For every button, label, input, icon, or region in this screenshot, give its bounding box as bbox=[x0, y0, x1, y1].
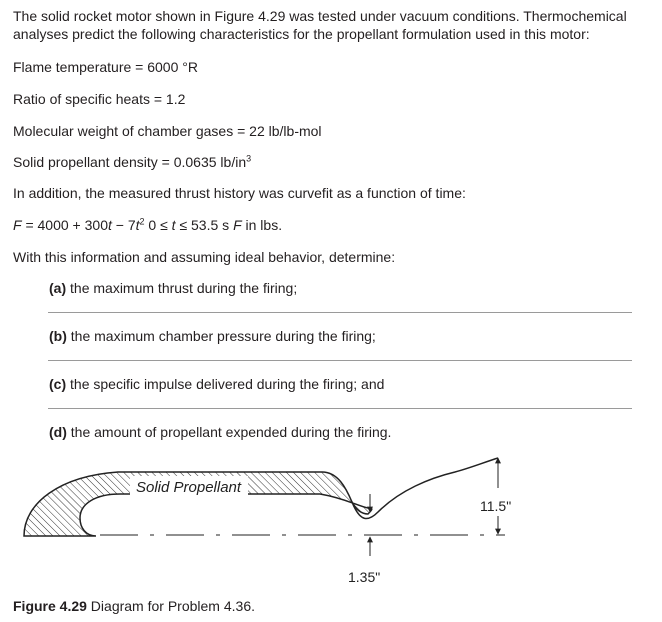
eq-segment-4: ≤ 53.5 s bbox=[175, 217, 234, 233]
eq-segment-1: = 4000 + 300 bbox=[21, 217, 108, 233]
rocket-motor-diagram bbox=[0, 448, 662, 588]
problem-intro: The solid rocket motor shown in Figure 4.29 was tested under vacuum conditions. Thermochemical analyses predict the following characteristics for the propellant formulation used in this motor: bbox=[13, 8, 627, 42]
molecular-weight: Molecular weight of chamber gases = 22 lb/lb-mol bbox=[13, 123, 322, 139]
eq-symbol-f: F bbox=[13, 217, 22, 233]
eq-symbol-t: t bbox=[107, 217, 112, 233]
part-text: the specific impulse delivered during the firing; and bbox=[66, 376, 385, 392]
eq-symbol-t: t bbox=[135, 217, 140, 233]
eq-segment-2: − 7 bbox=[111, 217, 136, 233]
specific-heats-ratio: Ratio of specific heats = 1.2 bbox=[13, 91, 186, 107]
eq-symbol-f: F bbox=[233, 217, 242, 233]
part-text: the maximum thrust during the firing; bbox=[66, 280, 298, 296]
part-text: the maximum chamber pressure during the firing; bbox=[66, 328, 376, 344]
answer-line bbox=[48, 408, 632, 409]
answer-line bbox=[48, 360, 632, 361]
question-part-b bbox=[49, 327, 376, 345]
figure-label: Figure 4.29 bbox=[13, 598, 87, 614]
nozzle-wall bbox=[352, 458, 498, 519]
question-part-a bbox=[49, 279, 297, 297]
flame-temperature: Flame temperature = 6000 °R bbox=[13, 59, 198, 75]
eq-exponent: 2 bbox=[139, 216, 145, 227]
thrust-equation bbox=[13, 216, 282, 234]
density-exponent: 3 bbox=[246, 153, 252, 164]
determine-prompt: With this information and assuming ideal behavior, determine: bbox=[13, 249, 396, 265]
eq-symbol-t: t bbox=[171, 217, 176, 233]
answer-line bbox=[48, 312, 632, 313]
question-part-c bbox=[49, 375, 384, 393]
figure-caption bbox=[13, 597, 255, 615]
figure-caption-text: Diagram for Problem 4.36. bbox=[86, 598, 255, 614]
thrust-history-intro: In addition, the measured thrust history was curvefit as a function of time: bbox=[13, 185, 466, 201]
exit-dimension: 11.5" bbox=[480, 498, 512, 514]
part-label: (b) bbox=[49, 328, 67, 344]
throat-dimension: 1.35" bbox=[348, 569, 381, 585]
part-label: (a) bbox=[49, 280, 67, 296]
part-label: (c) bbox=[49, 376, 67, 392]
propellant-density-text: Solid propellant density = 0.0635 lb/in bbox=[13, 154, 247, 170]
propellant-label: Solid Propellant bbox=[136, 479, 242, 496]
part-text: the amount of propellant expended during the firing. bbox=[66, 424, 392, 440]
part-label: (d) bbox=[49, 424, 67, 440]
propellant-density bbox=[13, 153, 251, 171]
eq-segment-3: 0 ≤ bbox=[144, 217, 172, 233]
eq-segment-5: in lbs. bbox=[241, 217, 283, 233]
question-part-d bbox=[49, 423, 391, 441]
